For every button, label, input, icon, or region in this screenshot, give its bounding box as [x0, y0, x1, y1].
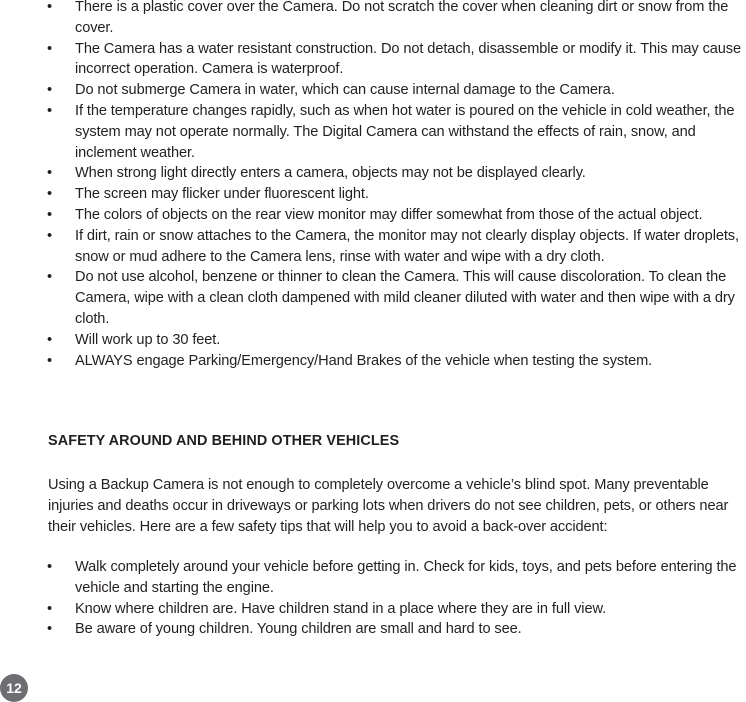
page-number-badge: 12: [0, 674, 28, 702]
list-item-text: When strong light directly enters a camera, objects may not be displayed clearly.: [75, 165, 586, 182]
list-item: [0, 163, 746, 184]
bullet-icon: •: [47, 600, 53, 617]
bullet-icon: •: [47, 559, 53, 575]
bullet-icon: •: [47, 621, 53, 638]
list-item-text: There is a plastic cover over the Camera. Do not scratch the cover when cleaning dirt or snow from the cover.: [75, 0, 729, 36]
list-item-text: The screen may flicker under fluorescent light.: [75, 186, 369, 203]
list-item: [0, 330, 746, 351]
list-item: [0, 184, 746, 205]
bullet-icon: •: [47, 331, 53, 348]
list-item-text: The colors of objects on the rear view monitor may differ somewhat from those of the actual object.: [75, 206, 703, 223]
bullet-icon: •: [47, 102, 53, 119]
bullet-icon: •: [47, 165, 53, 182]
section-heading: SAFETY AROUND AND BEHIND OTHER VEHICLES: [48, 433, 400, 449]
list-item: [0, 599, 746, 620]
list-item-text: If dirt, rain or snow attaches to the Camera, the monitor may not clearly display objects. If water droplets, snow or mud adhere to the Camera lens, rinse with water and wipe with a dry cloth.: [75, 227, 739, 265]
list-item: [0, 557, 746, 599]
list-item-text: Be aware of young children. Young children are small and hard to see.: [75, 621, 522, 638]
section-intro-paragraph: Using a Backup Camera is not enough to completely overcome a vehicle’s blind spot. Many preventable injuries and deaths occur in driveways or parking lots when drivers do not see children, pets, or others near their vehicles. Here are a few safety tips that will help you to avoid a back-over accident:: [48, 477, 729, 535]
list-item-text: The Camera has a water resistant construction. Do not detach, disassemble or modify it. This may cause incorrect operation. Camera is waterproof.: [75, 40, 742, 78]
list-item-text: Do not use alcohol, benzene or thinner to clean the Camera. This will cause discoloration. To clean the Camera, wipe with a clean cloth dampened with mild cleaner diluted with water and then wipe with a dry cloth.: [75, 269, 735, 327]
safety-tips-list: [0, 557, 746, 640]
list-item-text: Do not submerge Camera in water, which can cause internal damage to the Camera.: [75, 82, 615, 99]
list-item: [0, 226, 746, 268]
list-item: [0, 205, 746, 226]
bullet-icon: •: [47, 186, 53, 203]
list-item-text: ALWAYS engage Parking/Emergency/Hand Brakes of the vehicle when testing the system.: [75, 352, 653, 369]
list-item: [0, 101, 746, 163]
bullet-icon: •: [47, 227, 53, 244]
list-item: [0, 351, 746, 372]
list-item-text: Walk completely around your vehicle before getting in. Check for kids, toys, and pets before entering the vehicle and starting the engine.: [75, 559, 737, 596]
list-item-text: Will work up to 30 feet.: [75, 331, 221, 348]
bullet-icon: •: [47, 82, 53, 99]
list-item: [0, 0, 746, 39]
list-item: [0, 80, 746, 101]
bullet-icon: •: [47, 352, 53, 369]
list-item-text: Know where children are. Have children stand in a place where they are in full view.: [75, 600, 607, 617]
bullet-icon: •: [47, 0, 53, 15]
bullet-icon: •: [47, 40, 53, 57]
list-item-text: If the temperature changes rapidly, such as when hot water is poured on the vehicle in cold weather, the system may not operate normally. The Digital Camera can withstand the effects of rain, snow, and inclement weather.: [75, 102, 735, 161]
list-item: [0, 267, 746, 329]
list-item: [0, 619, 746, 640]
bullet-icon: •: [47, 269, 53, 286]
list-item: [0, 39, 746, 81]
bullet-icon: •: [47, 206, 53, 223]
